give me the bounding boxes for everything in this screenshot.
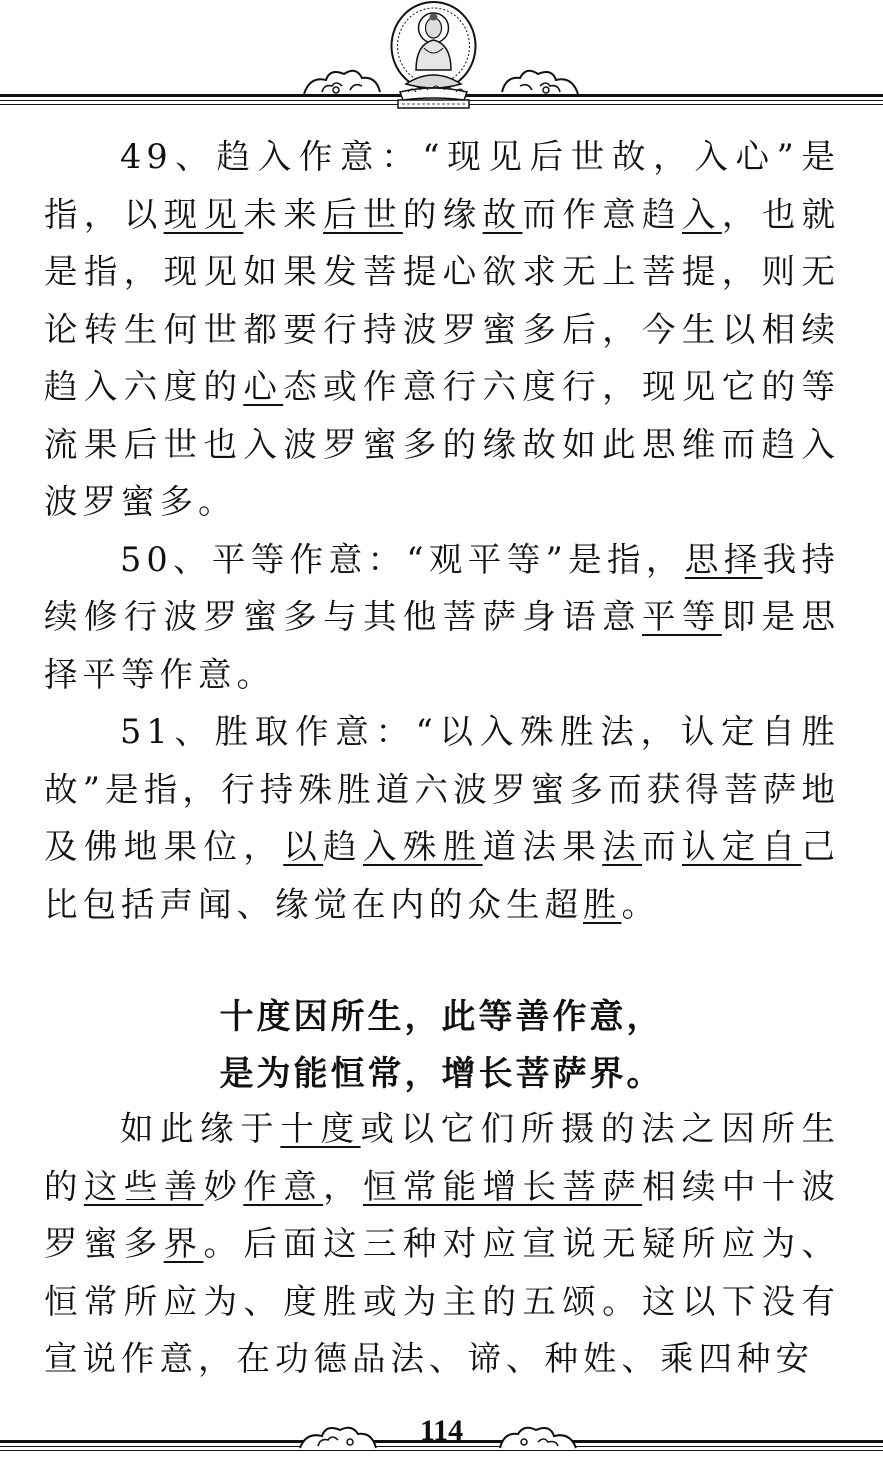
underlined-phrase: 作意 [243,1166,324,1206]
text-run: ，也就是指，现见如果发菩提心欲求无上菩提，则无论转生何世都要行持波罗蜜多后，今生以相续趋入六度的 [44,194,841,406]
underlined-phrase: 现见 [163,194,244,234]
verse-line-2: 是为能恒常，增长菩萨界。 [219,1054,664,1094]
page-footer [0,1412,883,1467]
underlined-phrase: 思择 [684,539,763,579]
commentary-paragraph [44,1100,840,1388]
underlined-phrase: 心 [243,367,284,406]
footer-cloud-right-icon [496,1424,580,1454]
text-run: 而 [642,827,682,866]
buddha-figure-icon [386,0,481,110]
underlined-phrase: 入 [681,194,722,234]
text-run: ， [323,1166,363,1206]
text-run: 态或作意行六度行，现见它的等流果后世也入波罗蜜多的缘故如此思维而趋入波罗蜜多。 [44,367,841,521]
text-run: 未来 [243,194,324,234]
underlined-phrase: 以 [283,827,324,866]
paragraph-50 [44,531,840,704]
text-run: 49、趋入作意：“现见后世故，入心”是指，以 [44,137,840,234]
text-run: 如此缘于 [120,1109,281,1148]
text-run: 趋 [323,827,363,866]
text-run: 。 [621,884,660,924]
underlined-phrase: 认定自 [681,827,802,866]
commentary-block [44,1100,840,1388]
text-run: 50、平等作意：“观平等”是指， [120,539,685,579]
main-content [44,128,840,933]
underlined-phrase: 恒常能增长菩萨 [362,1166,643,1206]
paragraph-51 [44,703,840,933]
text-run: 我持续修行波罗蜜多与其他菩萨身语意 [44,539,841,636]
verse-line-1: 十度因所生，此等善作意， [219,997,664,1037]
text-run: 妙 [203,1166,244,1206]
text-run: 的缘 [402,194,483,234]
underlined-phrase: 胜 [583,884,622,924]
text-run: 相续中十波罗蜜多 [44,1166,841,1263]
text-run: 51、胜取作意：“以入殊胜法，认定自胜故”是指，行持殊胜道六波罗蜜多而获得菩萨地及佛地果位， [44,712,840,866]
page-header [0,0,883,112]
text-run: 。后面这三种对应宣说无疑所应为、恒常所应为、度胜或为主的五颂。这以下没有宣说作意，在功德品法、谛、种姓、乘四种安 [44,1224,841,1378]
underlined-phrase: 这些善 [83,1166,204,1206]
cloud-ornament-right-icon [498,66,582,100]
text-run: 而作意趋 [522,194,682,234]
underlined-phrase: 界 [163,1224,204,1263]
underlined-phrase: 入殊胜 [362,827,483,866]
page-number: 114 [419,1414,464,1447]
text-run: 己比包括声闻、缘觉在内的众生超 [44,827,841,924]
underlined-phrase: 法 [602,827,643,866]
underlined-phrase: 故 [482,194,523,234]
paragraph-49 [44,128,840,531]
text-run: 道法果 [482,827,603,866]
underlined-phrase: 十度 [280,1109,361,1148]
underlined-phrase: 平等 [642,597,722,636]
text-run: 即是思择平等作意。 [44,597,841,694]
cloud-ornament-left-icon [300,66,384,100]
underlined-phrase: 后世 [323,194,403,234]
text-run: 或以它们所摄的法之因所生的 [44,1109,841,1206]
